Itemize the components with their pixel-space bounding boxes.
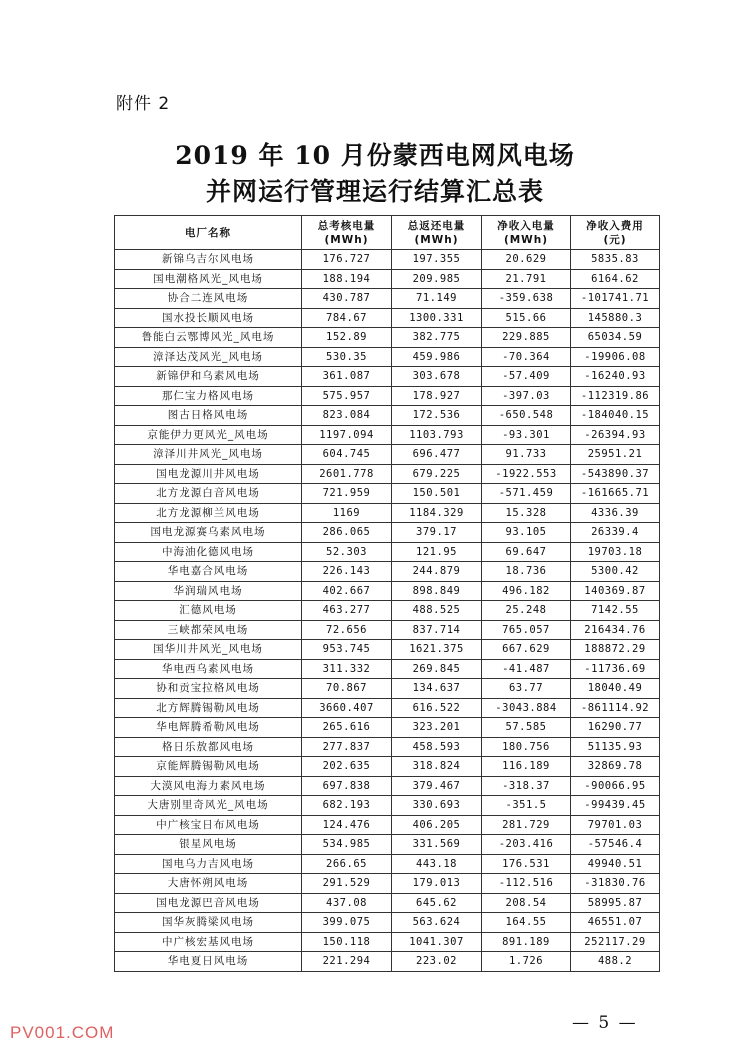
value-cell: 145880.3 xyxy=(571,308,660,328)
value-cell: 71.149 xyxy=(392,289,482,309)
plant-name-cell: 中海油化德风电场 xyxy=(115,542,302,562)
value-cell: -101741.71 xyxy=(571,289,660,309)
plant-name-cell: 北方龙源白音风电场 xyxy=(115,484,302,504)
table-row xyxy=(115,328,660,348)
value-cell: 197.355 xyxy=(392,250,482,270)
value-cell: -11736.69 xyxy=(571,659,660,679)
value-cell: 2601.778 xyxy=(302,464,392,484)
plant-name-cell: 北方龙源柳兰风电场 xyxy=(115,503,302,523)
value-cell: -203.416 xyxy=(482,835,571,855)
plant-name-cell: 华电西乌素风电场 xyxy=(115,659,302,679)
value-cell: 323.201 xyxy=(392,718,482,738)
plant-name-cell: 汇德风电场 xyxy=(115,601,302,621)
value-cell: 57.585 xyxy=(482,718,571,738)
value-cell: -359.638 xyxy=(482,289,571,309)
table-body xyxy=(115,250,660,972)
value-cell: 18040.49 xyxy=(571,679,660,699)
value-cell: 188872.29 xyxy=(571,640,660,660)
plant-name-cell: 新锦伊和乌素风电场 xyxy=(115,367,302,387)
value-cell: 121.95 xyxy=(392,542,482,562)
value-cell: 72.656 xyxy=(302,620,392,640)
table-row xyxy=(115,386,660,406)
value-cell: 645.62 xyxy=(392,893,482,913)
value-cell: 63.77 xyxy=(482,679,571,699)
table-row xyxy=(115,796,660,816)
value-cell: 226.143 xyxy=(302,562,392,582)
table-row xyxy=(115,503,660,523)
value-cell: -112319.86 xyxy=(571,386,660,406)
value-cell: 303.678 xyxy=(392,367,482,387)
plant-name-cell: 鲁能白云鄂博风光_风电场 xyxy=(115,328,302,348)
value-cell: 140369.87 xyxy=(571,581,660,601)
value-cell: 178.927 xyxy=(392,386,482,406)
value-cell: 575.957 xyxy=(302,386,392,406)
value-cell: 176.727 xyxy=(302,250,392,270)
value-cell: 4336.39 xyxy=(571,503,660,523)
value-cell: -3043.884 xyxy=(482,698,571,718)
value-cell: -861114.92 xyxy=(571,698,660,718)
value-cell: 269.845 xyxy=(392,659,482,679)
value-cell: 21.791 xyxy=(482,269,571,289)
table-row xyxy=(115,718,660,738)
plant-name-cell: 国电龙源川井风电场 xyxy=(115,464,302,484)
value-cell: -31830.76 xyxy=(571,874,660,894)
table-row xyxy=(115,581,660,601)
table-row xyxy=(115,308,660,328)
table-row xyxy=(115,484,660,504)
value-cell: -112.516 xyxy=(482,874,571,894)
value-cell: 202.635 xyxy=(302,757,392,777)
value-cell: 221.294 xyxy=(302,952,392,972)
value-cell: 318.824 xyxy=(392,757,482,777)
value-cell: 179.013 xyxy=(392,874,482,894)
value-cell: -571.459 xyxy=(482,484,571,504)
table-row xyxy=(115,562,660,582)
table-row xyxy=(115,640,660,660)
value-cell: -650.548 xyxy=(482,406,571,426)
value-cell: 1041.307 xyxy=(392,932,482,952)
value-cell: 281.729 xyxy=(482,815,571,835)
page-title-line2: 并网运行管理运行结算汇总表 xyxy=(205,177,544,206)
value-cell: 1.726 xyxy=(482,952,571,972)
value-cell: 134.637 xyxy=(392,679,482,699)
value-cell: 697.838 xyxy=(302,776,392,796)
table-row xyxy=(115,445,660,465)
value-cell: 311.332 xyxy=(302,659,392,679)
plant-name-cell: 大唐怀朔风电场 xyxy=(115,874,302,894)
value-cell: 459.986 xyxy=(392,347,482,367)
table-row xyxy=(115,893,660,913)
value-cell: 46551.07 xyxy=(571,913,660,933)
value-cell: 837.714 xyxy=(392,620,482,640)
value-cell: 20.629 xyxy=(482,250,571,270)
table-row xyxy=(115,698,660,718)
table-row xyxy=(115,679,660,699)
table-row xyxy=(115,757,660,777)
value-cell: 18.736 xyxy=(482,562,571,582)
value-cell: 6164.62 xyxy=(571,269,660,289)
table-row xyxy=(115,269,660,289)
value-cell: 93.105 xyxy=(482,523,571,543)
value-cell: 5300.42 xyxy=(571,562,660,582)
plant-name-cell: 漳泽达茂风光_风电场 xyxy=(115,347,302,367)
value-cell: 953.745 xyxy=(302,640,392,660)
value-cell: 58995.87 xyxy=(571,893,660,913)
value-cell: 1184.329 xyxy=(392,503,482,523)
table-row xyxy=(115,874,660,894)
plant-name-cell: 大漠风电海力素风电场 xyxy=(115,776,302,796)
value-cell: 361.087 xyxy=(302,367,392,387)
value-cell: 1300.331 xyxy=(392,308,482,328)
table-row xyxy=(115,620,660,640)
value-cell: 488.2 xyxy=(571,952,660,972)
plant-name-cell: 格日乐敖都风电场 xyxy=(115,737,302,757)
value-cell: -57546.4 xyxy=(571,835,660,855)
value-cell: -26394.93 xyxy=(571,425,660,445)
table-row xyxy=(115,464,660,484)
plant-name-cell: 华电嘉合风电场 xyxy=(115,562,302,582)
value-cell: 116.189 xyxy=(482,757,571,777)
table-row xyxy=(115,425,660,445)
plant-name-cell: 大唐别里奇风光_风电场 xyxy=(115,796,302,816)
table-row xyxy=(115,250,660,270)
value-cell: -41.487 xyxy=(482,659,571,679)
value-cell: 331.569 xyxy=(392,835,482,855)
value-cell: 124.476 xyxy=(302,815,392,835)
value-cell: -318.37 xyxy=(482,776,571,796)
plant-name-cell: 那仁宝力格风电场 xyxy=(115,386,302,406)
table-row xyxy=(115,347,660,367)
plant-name-cell: 中广核宝日布风电场 xyxy=(115,815,302,835)
value-cell: 277.837 xyxy=(302,737,392,757)
value-cell: 172.536 xyxy=(392,406,482,426)
value-cell: 286.065 xyxy=(302,523,392,543)
value-cell: 1621.375 xyxy=(392,640,482,660)
value-cell: 176.531 xyxy=(482,854,571,874)
value-cell: 604.745 xyxy=(302,445,392,465)
plant-name-cell: 中广核宏基风电场 xyxy=(115,932,302,952)
value-cell: -543890.37 xyxy=(571,464,660,484)
value-cell: 330.693 xyxy=(392,796,482,816)
plant-name-cell: 新锦乌吉尔风电场 xyxy=(115,250,302,270)
value-cell: 765.057 xyxy=(482,620,571,640)
value-cell: -351.5 xyxy=(482,796,571,816)
value-cell: 25.248 xyxy=(482,601,571,621)
value-cell: 180.756 xyxy=(482,737,571,757)
table-row xyxy=(115,406,660,426)
table-row xyxy=(115,659,660,679)
value-cell: 229.885 xyxy=(482,328,571,348)
value-cell: 402.667 xyxy=(302,581,392,601)
value-cell: 379.17 xyxy=(392,523,482,543)
table-row xyxy=(115,913,660,933)
value-cell: -184040.15 xyxy=(571,406,660,426)
value-cell: 5835.83 xyxy=(571,250,660,270)
value-cell: 7142.55 xyxy=(571,601,660,621)
value-cell: 379.467 xyxy=(392,776,482,796)
value-cell: 679.225 xyxy=(392,464,482,484)
header-net-fee: 净收入费用 (元) xyxy=(571,216,660,250)
value-cell: 164.55 xyxy=(482,913,571,933)
table-row xyxy=(115,932,660,952)
plant-name-cell: 图古日格风电场 xyxy=(115,406,302,426)
table-row xyxy=(115,835,660,855)
table-row xyxy=(115,289,660,309)
header-net-energy: 净收入电量 (MWh) xyxy=(482,216,571,250)
value-cell: 265.616 xyxy=(302,718,392,738)
value-cell: 696.477 xyxy=(392,445,482,465)
value-cell: 19703.18 xyxy=(571,542,660,562)
value-cell: 52.303 xyxy=(302,542,392,562)
plant-name-cell: 国电龙源赛乌素风电场 xyxy=(115,523,302,543)
table-row xyxy=(115,542,660,562)
value-cell: 458.593 xyxy=(392,737,482,757)
value-cell: -16240.93 xyxy=(571,367,660,387)
value-cell: 188.194 xyxy=(302,269,392,289)
settlement-table xyxy=(114,215,660,972)
value-cell: 530.35 xyxy=(302,347,392,367)
value-cell: 1197.094 xyxy=(302,425,392,445)
value-cell: 898.849 xyxy=(392,581,482,601)
value-cell: 399.075 xyxy=(302,913,392,933)
table-row xyxy=(115,367,660,387)
value-cell: 65034.59 xyxy=(571,328,660,348)
plant-name-cell: 华润瑞风电场 xyxy=(115,581,302,601)
table-header-row xyxy=(115,216,660,250)
plant-name-cell: 漳泽川井风光_风电场 xyxy=(115,445,302,465)
value-cell: 15.328 xyxy=(482,503,571,523)
value-cell: -57.409 xyxy=(482,367,571,387)
value-cell: 209.985 xyxy=(392,269,482,289)
value-cell: 534.985 xyxy=(302,835,392,855)
table-row xyxy=(115,737,660,757)
plant-name-cell: 国电龙源巴音风电场 xyxy=(115,893,302,913)
value-cell: 16290.77 xyxy=(571,718,660,738)
page-number: — 5 — xyxy=(572,1013,638,1033)
value-cell: 463.277 xyxy=(302,601,392,621)
table-row xyxy=(115,776,660,796)
value-cell: 1169 xyxy=(302,503,392,523)
header-total-returned: 总返还电量 (MWh) xyxy=(392,216,482,250)
header-plant-name: 电厂名称 xyxy=(115,216,302,250)
value-cell: 252117.29 xyxy=(571,932,660,952)
value-cell: 1103.793 xyxy=(392,425,482,445)
value-cell: 208.54 xyxy=(482,893,571,913)
value-cell: -397.03 xyxy=(482,386,571,406)
value-cell: 563.624 xyxy=(392,913,482,933)
value-cell: -99439.45 xyxy=(571,796,660,816)
plant-name-cell: 北方辉腾锡勒风电场 xyxy=(115,698,302,718)
watermark: PV001.COM xyxy=(10,1023,115,1042)
value-cell: 150.501 xyxy=(392,484,482,504)
value-cell: 223.02 xyxy=(392,952,482,972)
value-cell: 79701.03 xyxy=(571,815,660,835)
attachment-label: 附件 2 xyxy=(116,94,171,114)
value-cell: 25951.21 xyxy=(571,445,660,465)
value-cell: 32869.78 xyxy=(571,757,660,777)
page-title-line1: 2019 年 10 月份蒙西电网风电场 xyxy=(175,141,575,170)
plant-name-cell: 京能伊力更风光_风电场 xyxy=(115,425,302,445)
value-cell: 216434.76 xyxy=(571,620,660,640)
value-cell: 291.529 xyxy=(302,874,392,894)
plant-name-cell: 国华川井风光_风电场 xyxy=(115,640,302,660)
value-cell: 3660.407 xyxy=(302,698,392,718)
value-cell: 784.67 xyxy=(302,308,392,328)
value-cell: 488.525 xyxy=(392,601,482,621)
plant-name-cell: 国华灰腾梁风电场 xyxy=(115,913,302,933)
value-cell: -70.364 xyxy=(482,347,571,367)
value-cell: -93.301 xyxy=(482,425,571,445)
table-row xyxy=(115,815,660,835)
table-row xyxy=(115,854,660,874)
value-cell: 91.733 xyxy=(482,445,571,465)
value-cell: 430.787 xyxy=(302,289,392,309)
value-cell: 437.08 xyxy=(302,893,392,913)
table-row xyxy=(115,952,660,972)
plant-name-cell: 国电乌力吉风电场 xyxy=(115,854,302,874)
value-cell: 150.118 xyxy=(302,932,392,952)
value-cell: 382.775 xyxy=(392,328,482,348)
value-cell: 244.879 xyxy=(392,562,482,582)
value-cell: 51135.93 xyxy=(571,737,660,757)
value-cell: 496.182 xyxy=(482,581,571,601)
plant-name-cell: 京能辉腾锡勒风电场 xyxy=(115,757,302,777)
plant-name-cell: 华电夏日风电场 xyxy=(115,952,302,972)
value-cell: 721.959 xyxy=(302,484,392,504)
plant-name-cell: 协和贡宝拉格风电场 xyxy=(115,679,302,699)
value-cell: 891.189 xyxy=(482,932,571,952)
value-cell: 152.89 xyxy=(302,328,392,348)
header-total-assessed: 总考核电量 (MWh) xyxy=(302,216,392,250)
value-cell: 266.65 xyxy=(302,854,392,874)
plant-name-cell: 华电辉腾希勒风电场 xyxy=(115,718,302,738)
value-cell: -19906.08 xyxy=(571,347,660,367)
value-cell: -1922.553 xyxy=(482,464,571,484)
value-cell: 667.629 xyxy=(482,640,571,660)
plant-name-cell: 银星风电场 xyxy=(115,835,302,855)
plant-name-cell: 协合二连风电场 xyxy=(115,289,302,309)
table-row xyxy=(115,601,660,621)
value-cell: 682.193 xyxy=(302,796,392,816)
value-cell: -161665.71 xyxy=(571,484,660,504)
value-cell: 70.867 xyxy=(302,679,392,699)
value-cell: 616.522 xyxy=(392,698,482,718)
value-cell: -90066.95 xyxy=(571,776,660,796)
value-cell: 406.205 xyxy=(392,815,482,835)
value-cell: 515.66 xyxy=(482,308,571,328)
table-row xyxy=(115,523,660,543)
value-cell: 443.18 xyxy=(392,854,482,874)
value-cell: 49940.51 xyxy=(571,854,660,874)
plant-name-cell: 国电潮格风光_风电场 xyxy=(115,269,302,289)
plant-name-cell: 三峡都荣风电场 xyxy=(115,620,302,640)
value-cell: 26339.4 xyxy=(571,523,660,543)
value-cell: 823.084 xyxy=(302,406,392,426)
value-cell: 69.647 xyxy=(482,542,571,562)
plant-name-cell: 国水投长顺风电场 xyxy=(115,308,302,328)
